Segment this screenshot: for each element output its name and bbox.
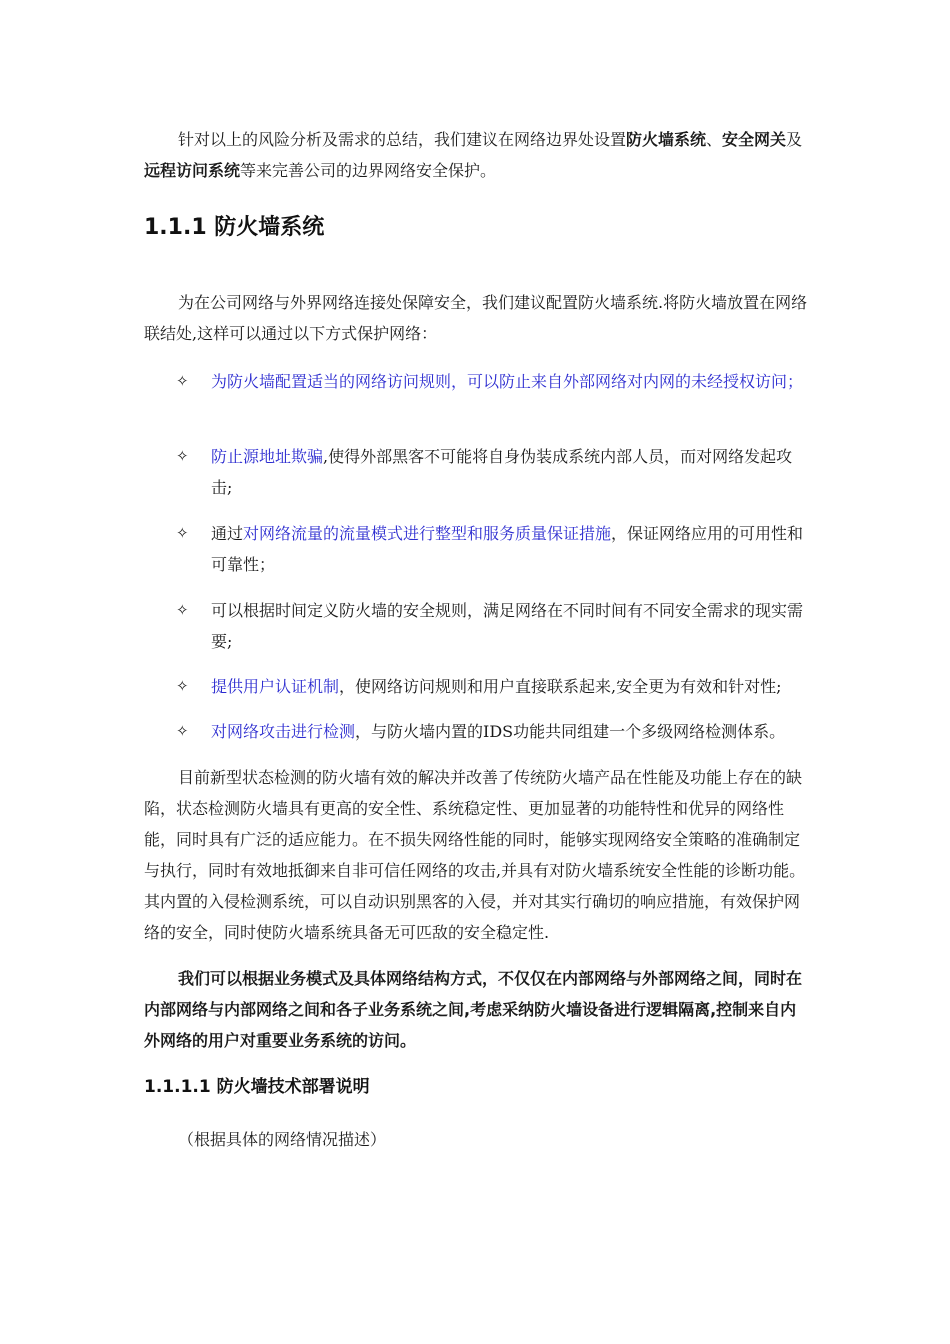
bullet-text-pre: 可以根据时间定义防火墙的安全规则，满足网络在不同时间有不同安全需求的现实需要;: [211, 601, 804, 651]
bullet-link-text[interactable]: 为防火墙配置适当的网络访问规则，可以防止来自外部网络对内网的未经授权访问；: [211, 372, 804, 391]
intro-bold-firewall: 防火墙系统: [626, 130, 707, 149]
bullet-item: [144, 366, 808, 397]
subsection-heading-deployment: 1.1.1.1 防火墙技术部署说明: [144, 1077, 370, 1097]
bullet-item: [144, 671, 808, 702]
placeholder-note: （根据具体的网络情况描述）: [178, 1130, 387, 1149]
paragraph-stateful-inspection: 目前新型状态检测的防火墙有效的解决并改善了传统防火墙产品在性能及功能上存在的缺陷，状态检测防火墙具有更高的安全性、系统稳定性、更加显著的功能特性和优异的网络性能，同时具有广泛的适应能力。在不损失网络性能的同时，能够实现网络安全策略的准确制定与执行，同时有效地抵御来自非可信任网络的攻击,并具有对防火墙系统安全性能的诊断功能。其内置的入侵检测系统，可以自动识别黑客的入侵，并对其实行确切的响应措施，有效保护网络的安全，同时使防火墙系统具备无可匹敌的安全稳定性.: [144, 768, 806, 942]
bullet-item: [144, 595, 808, 657]
section-heading-firewall: 1.1.1 防火墙系统: [144, 215, 325, 240]
intro-text-3: 及: [786, 130, 803, 149]
bullet-text-post: ，保证网络应用的可用性和可靠性；: [211, 524, 804, 574]
diamond-bullet-icon: ✧: [176, 601, 189, 619]
intro-text-4: 等来完善公司的边界网络安全保护。: [240, 161, 497, 180]
diamond-bullet-icon: ✧: [176, 372, 189, 390]
intro-paragraph: [144, 124, 808, 186]
bullet-item: [144, 518, 808, 580]
diamond-bullet-icon: ✧: [176, 447, 189, 465]
bullet-link-text[interactable]: 对网络流量的流量模式进行整型和服务质量保证措施: [243, 524, 612, 543]
intro-bold-remote-access: 远程访问系统: [144, 161, 241, 180]
bullet-link-text[interactable]: 提供用户认证机制: [211, 677, 340, 696]
bullet-text-post: ，使网络访问规则和用户直接联系起来,安全更为有效和针对性;: [339, 677, 782, 696]
intro-text-1: 针对以上的风险分析及需求的总结，我们建议在网络边界处设置: [178, 130, 627, 149]
bullet-link-text[interactable]: 防止源地址欺骗: [211, 447, 324, 466]
bullet-link-text[interactable]: 对网络攻击进行检测: [211, 722, 356, 741]
bullet-text-pre: 通过: [211, 524, 244, 543]
intro-text-2: 、: [706, 130, 723, 149]
intro-bold-gateway: 安全网关: [722, 130, 787, 149]
paragraph-deployment-bold: 我们可以根据业务模式及具体网络结构方式，不仅仅在内部网络与外部网络之间，同时在内部网络与内部网络之间和各子业务系统之间,考虑采纳防火墙设备进行逻辑隔离,控制来自内外网络的用户对重要业务系统的访问。: [144, 969, 803, 1050]
diamond-bullet-icon: ✧: [176, 677, 189, 695]
bullet-text-post: ，与防火墙内置的IDS功能共同组建一个多级网络检测体系。: [355, 722, 786, 741]
diamond-bullet-icon: ✧: [176, 524, 189, 542]
bullet-text-post: ,使得外部黑客不可能将自身伪装成系统内部人员，而对网络发起攻击;: [211, 447, 793, 497]
diamond-bullet-icon: ✧: [176, 722, 189, 740]
bullet-item: [144, 716, 808, 747]
paragraph-firewall-intro: 为在公司网络与外界网络连接处保障安全，我们建议配置防火墙系统.将防火墙放置在网络联结处,这样可以通过以下方式保护网络：: [144, 293, 808, 343]
bullet-item: [144, 441, 808, 503]
